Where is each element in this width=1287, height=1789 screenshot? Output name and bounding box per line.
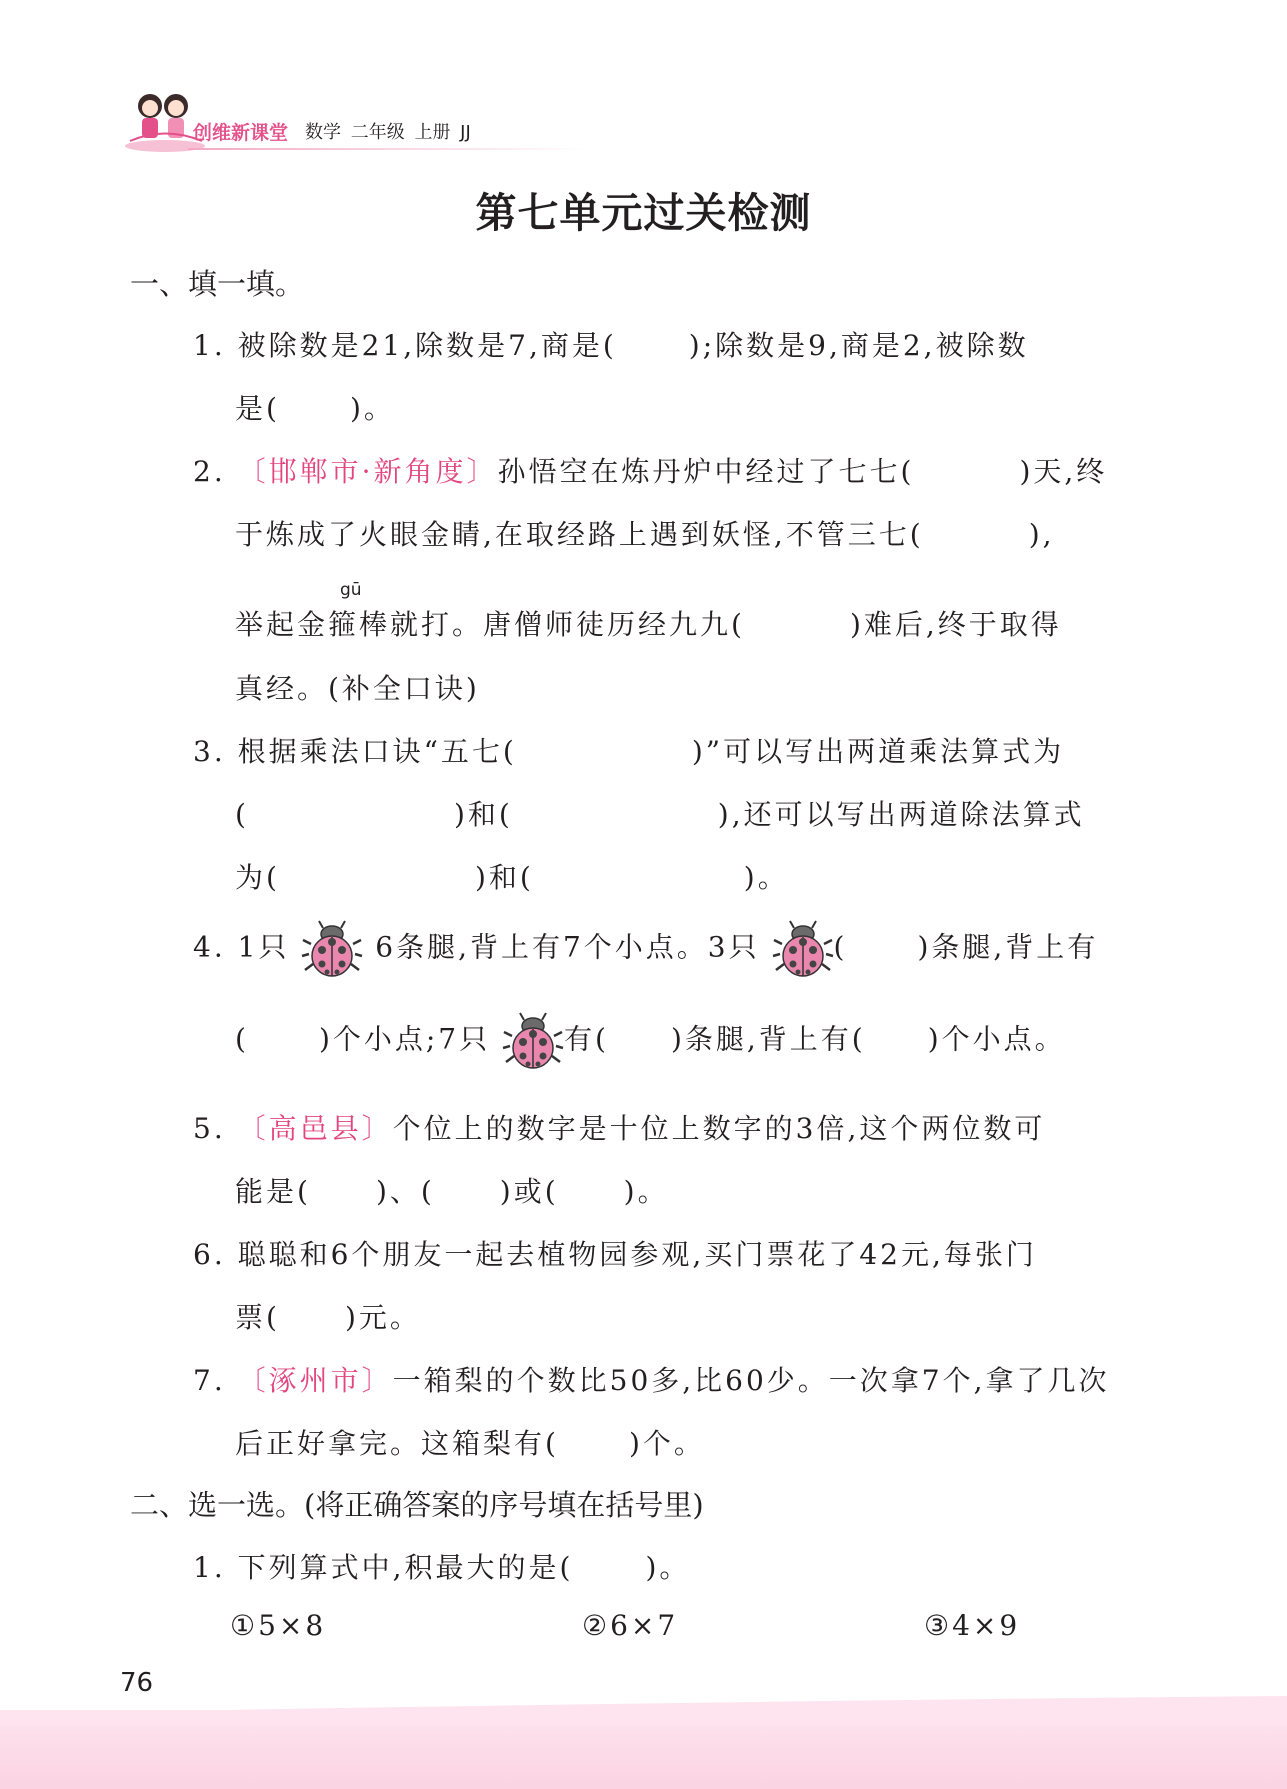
q3-text-b: )”可以写出两道乘法算式为 bbox=[691, 735, 1065, 768]
choice-option-3: ③4×9 bbox=[924, 1609, 1021, 1642]
q3-text-f: 为( bbox=[235, 861, 280, 894]
q7-text-b: 后正好拿完。这箱梨有( bbox=[235, 1427, 559, 1460]
question-5-line-1 bbox=[193, 1107, 1045, 1147]
q4-text-b: 6条腿,背上有7个小点。3只 bbox=[375, 930, 760, 964]
q4-text-g: 有( bbox=[564, 1022, 609, 1056]
q2-source-tag: 〔邯郸市·新角度〕 bbox=[237, 455, 498, 488]
question-3-line-3 bbox=[235, 856, 789, 896]
page-number: 76 bbox=[120, 1668, 154, 1698]
q2-text-d: ), bbox=[1028, 518, 1055, 551]
q4-text-c: ( bbox=[833, 930, 848, 964]
ladybug-icon bbox=[301, 918, 363, 980]
question-7-line-1 bbox=[193, 1359, 1110, 1399]
question-2-line-1 bbox=[193, 450, 1107, 490]
q4-text-f: )个小点;7只 bbox=[318, 1022, 491, 1056]
q1-text-d: )。 bbox=[349, 392, 395, 425]
question-3-line-2 bbox=[235, 793, 1085, 833]
q3-text-g: )和( bbox=[474, 861, 534, 894]
question-6-line-2 bbox=[235, 1296, 421, 1336]
q3-text-c: ( bbox=[235, 798, 249, 831]
section-heading-2: 二、选一选。(将正确答案的序号填在括号里) bbox=[130, 1488, 704, 1522]
q4-text-i: )个小点。 bbox=[927, 1022, 1066, 1056]
pinyin-annotation: gū bbox=[340, 580, 362, 600]
choice-option-2: ②6×7 bbox=[582, 1609, 679, 1642]
q4-text-h: )条腿,背上有( bbox=[670, 1022, 866, 1056]
q4-text-d: )条腿,背上有 bbox=[917, 930, 1099, 964]
q6-text-a: 票( bbox=[235, 1301, 280, 1334]
q2-number: 2. bbox=[193, 455, 226, 488]
question-1-line-2 bbox=[235, 387, 395, 427]
q2-text-e: 举起金箍棒就打。唐僧师徒历经九九( bbox=[235, 608, 745, 641]
q3-text-d: )和( bbox=[453, 798, 513, 831]
brand-name: 创维新课堂 bbox=[193, 122, 289, 144]
q1-text-a: 1. 被除数是21,除数是7,商是( bbox=[193, 329, 617, 362]
q6-text-b: )元。 bbox=[344, 1301, 421, 1334]
q4-text-a: 4. 1只 bbox=[193, 930, 290, 964]
choice-q1-text-b: )。 bbox=[645, 1551, 691, 1584]
q2-text-b: )天,终 bbox=[1019, 455, 1108, 488]
question-6-line-1: 6. 聪聪和6个朋友一起去植物园参观,买门票花了42元,每张门 bbox=[193, 1238, 1037, 1271]
q1-text-b: );除数是9,商是2,被除数 bbox=[688, 329, 1029, 362]
q5-text-a: 个位上的数字是十位上数字的3倍,这个两位数可 bbox=[392, 1112, 1046, 1145]
q2-text-a: 孙悟空在炼丹炉中经过了七七( bbox=[497, 455, 915, 488]
q3-text-h: )。 bbox=[743, 861, 789, 894]
ladybug-icon bbox=[502, 1010, 564, 1072]
q5-number: 5. bbox=[193, 1112, 226, 1145]
section-heading-1: 一、填一填。 bbox=[130, 267, 305, 301]
question-1-line-1 bbox=[193, 324, 1029, 364]
q5-source-tag: 〔高邑县〕 bbox=[237, 1112, 393, 1145]
question-2-line-4: 真经。(补全口诀) bbox=[235, 672, 480, 705]
q2-text-f: )难后,终于取得 bbox=[849, 608, 1062, 641]
question-2-line-3 bbox=[235, 603, 1062, 643]
question-2-line-2 bbox=[235, 513, 1055, 553]
q5-text-e: )。 bbox=[623, 1175, 669, 1208]
question-3-line-1 bbox=[193, 730, 1064, 770]
page-title: 第七单元过关检测 bbox=[475, 189, 812, 237]
choice-option-1: ①5×8 bbox=[230, 1609, 327, 1642]
footer-wave bbox=[0, 1696, 1287, 1726]
header-rule bbox=[188, 148, 588, 150]
q5-text-d: )或( bbox=[499, 1175, 559, 1208]
q3-text-e: ),还可以写出两道除法算式 bbox=[717, 798, 1085, 831]
question-5-line-2 bbox=[235, 1170, 669, 1210]
q5-text-c: )、( bbox=[375, 1175, 435, 1208]
q4-text-e: ( bbox=[235, 1022, 249, 1056]
q5-text-b: 能是( bbox=[235, 1175, 311, 1208]
choice-q1-text-a: 1. 下列算式中,积最大的是( bbox=[193, 1551, 574, 1584]
book-meta: 数学 二年级 上册 JJ bbox=[305, 122, 471, 143]
q1-text-c: 是( bbox=[235, 392, 280, 425]
q7-text-c: )个。 bbox=[628, 1427, 705, 1460]
ladybug-icon bbox=[772, 918, 834, 980]
q3-text-a: 3. 根据乘法口诀“五七( bbox=[193, 735, 517, 768]
question-4-line-1 bbox=[193, 918, 1098, 980]
q2-text-c: 于炼成了火眼金睛,在取经路上遇到妖怪,不管三七( bbox=[235, 518, 924, 551]
choice-question-1 bbox=[193, 1546, 690, 1586]
q7-text-a: 一箱梨的个数比50多,比60少。一次拿7个,拿了几次 bbox=[392, 1364, 1110, 1397]
question-4-line-2 bbox=[235, 1010, 1066, 1072]
q7-number: 7. bbox=[193, 1364, 226, 1397]
q7-source-tag: 〔涿州市〕 bbox=[237, 1364, 393, 1397]
question-7-line-2 bbox=[235, 1422, 705, 1462]
